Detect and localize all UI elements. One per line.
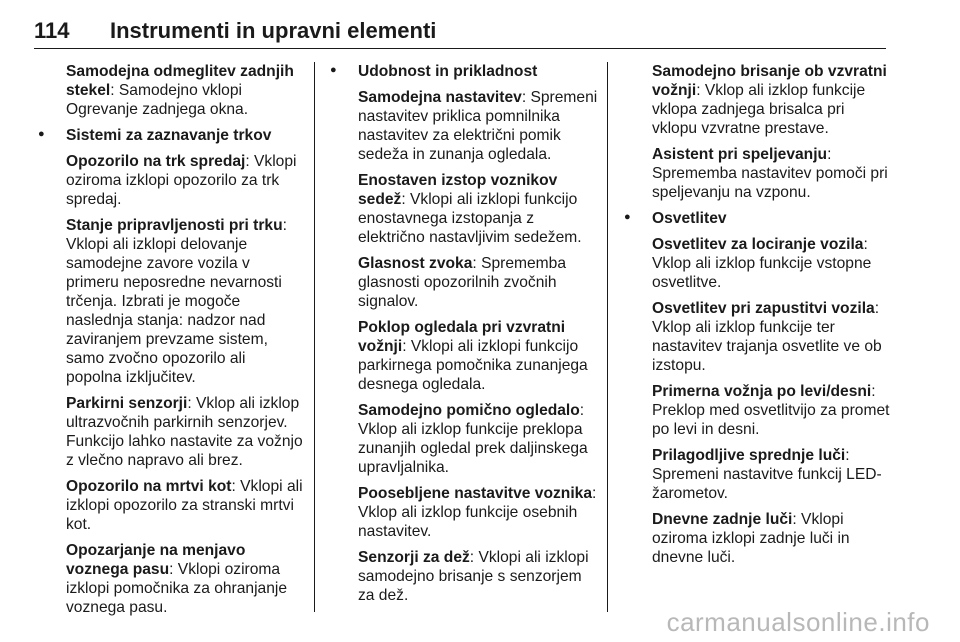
setting-entry	[358, 401, 598, 477]
setting-entry	[66, 541, 304, 617]
setting-entry	[358, 548, 598, 605]
setting-name: Stanje pripravljenosti pri trku	[66, 217, 283, 234]
setting-name: Opozorilo na trk spredaj	[66, 153, 246, 170]
setting-description: : Sprememba glasnosti opozorilnih zvočnih signalov.	[358, 255, 567, 310]
setting-name: Samodejna odmeglitev zadnjih stekel	[66, 63, 294, 99]
setting-description: : Spremeni nastavitve funkcij LED-žarometov.	[652, 447, 882, 502]
setting-entry	[652, 145, 890, 202]
setting-name: Enostaven izstop voznikov sedež	[358, 172, 558, 208]
setting-entry	[358, 254, 598, 311]
setting-description: : Vklop ali izklop funkcije vstopne osvetlitve.	[652, 236, 872, 291]
setting-description: : Vklopi oziroma izklopi zadnje luči in dnevne luči.	[652, 511, 850, 566]
setting-name: Prilagodljive sprednje luči	[652, 447, 846, 464]
setting-name: Asistent pri speljevanju	[652, 146, 828, 163]
setting-entry	[652, 510, 890, 567]
setting-entry	[66, 394, 304, 470]
setting-description: : Vklopi ali izklopi funkcijo parkirnega pomočnika zunanjega desnega ogledala.	[358, 338, 588, 393]
setting-name: Poosebljene nastavitve voznika	[358, 485, 592, 502]
setting-entry	[652, 235, 890, 292]
setting-description: : Vklopi ali izklopi delovanje samodejne zavore vozila v primeru neposredne nevarnosti trčenja. Izbrati je mogoče naslednja stanja: nadzor nad zaviranjem prevzame sistem, samo zvočno opozorilo ali popolna izključitev.	[66, 217, 287, 386]
setting-description: : Samodejno vklopi Ogrevanje zadnjega okna.	[66, 82, 249, 118]
text-column-1	[66, 62, 304, 624]
setting-description: : Vklopi oziroma izklopi opozorilo za trk spredaj.	[66, 153, 297, 208]
setting-name: Osvetlitev pri zapustitvi vozila	[652, 300, 875, 317]
setting-name: Samodejno pomično ogledalo	[358, 402, 580, 419]
setting-name: Primerna vožnja po levi/desni	[652, 383, 872, 400]
setting-description: : Vklopi oziroma izklopi pomočnika za ohranjanje voznega pasu.	[66, 561, 288, 616]
setting-entry	[358, 318, 598, 394]
text-column-2	[358, 62, 598, 612]
setting-name: Senzorji za dež	[358, 549, 470, 566]
watermark: carmanualsonline.info	[666, 607, 930, 637]
setting-name: Opozarjanje na menjavo voznega pasu	[66, 542, 246, 578]
page-header	[34, 18, 886, 49]
section-heading: ● Udobnost in prikladnost	[358, 62, 598, 81]
setting-name: Glasnost zvoka	[358, 255, 473, 272]
chapter-title: Instrumenti in upravni elementi	[110, 18, 437, 43]
setting-name: Poklop ogledala pri vzvratni vožnji	[358, 319, 566, 355]
setting-description: : Vklopi ali izklopi samodejno brisanje s senzorjem za dež.	[358, 549, 589, 604]
setting-entry	[66, 477, 304, 534]
setting-entry	[358, 484, 598, 541]
setting-name: Parkirni senzorji	[66, 395, 188, 412]
setting-name: Samodejno brisanje ob vzvratni vožnji	[652, 63, 887, 99]
setting-description: : Preklop med osvetlitvijo za promet po levi in desni.	[652, 383, 890, 438]
setting-description: : Vklopi ali izklopi opozorilo za stranski mrtvi kot.	[66, 478, 303, 533]
section-heading: ● Osvetlitev	[652, 209, 890, 228]
setting-description: : Sprememba nastavitev pomoči pri speljevanju na vzponu.	[652, 146, 888, 201]
setting-entry	[652, 446, 890, 503]
setting-entry	[66, 152, 304, 209]
setting-description: : Vklop ali izklop funkcije vklopa zadnjega brisalca pri vklopu vzvratne prestave.	[652, 82, 866, 137]
setting-entry	[652, 299, 890, 375]
setting-name: Osvetlitev za lociranje vozila	[652, 236, 864, 253]
setting-description: : Vklop ali izklop ultrazvočnih parkirnih senzorjev. Funkcijo lahko nastavite za vožnjo z vlečno napravo ali brez.	[66, 395, 303, 469]
column-divider	[607, 62, 608, 612]
setting-entry	[66, 62, 304, 119]
setting-description: : Vklop ali izklop funkcije preklopa zunanjih ogledal prek daljinskega upravljalnika.	[358, 402, 588, 476]
setting-name: Opozorilo na mrtvi kot	[66, 478, 232, 495]
text-column-3	[652, 62, 890, 574]
setting-name: Samodejna nastavitev	[358, 89, 522, 106]
setting-entry	[358, 88, 598, 164]
setting-description: : Vklop ali izklop funkcije osebnih nastavitev.	[358, 485, 597, 540]
setting-description: : Spremeni nastavitev priklica pomnilnika nastavitev za električni pomik sedeža in zunanja ogledala.	[358, 89, 598, 163]
setting-entry	[358, 171, 598, 247]
setting-entry	[66, 216, 304, 387]
column-divider	[314, 62, 315, 612]
setting-entry	[652, 382, 890, 439]
setting-description: : Vklopi ali izklopi funkcijo enostavnega izstopanja z električno nastavljivim sedežem.	[358, 191, 582, 246]
page-number: 114	[34, 18, 70, 43]
section-heading: ● Sistemi za zaznavanje trkov	[66, 126, 304, 145]
setting-entry	[652, 62, 890, 138]
setting-description: : Vklop ali izklop funkcije ter nastavitev trajanja osvetlite ve ob izstopu.	[652, 300, 882, 374]
setting-name: Dnevne zadnje luči	[652, 511, 793, 528]
